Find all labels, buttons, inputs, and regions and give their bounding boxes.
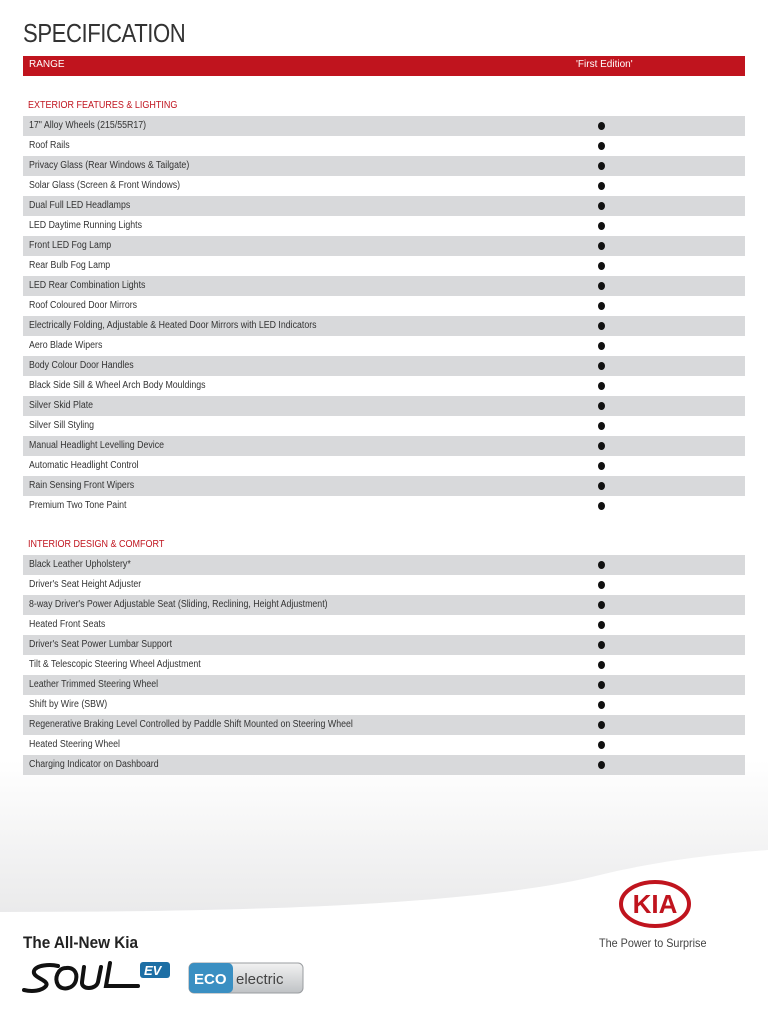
spec-row <box>23 176 745 196</box>
standard-feature-dot-icon <box>598 681 605 689</box>
standard-feature-dot-icon <box>598 122 605 130</box>
spec-row <box>23 116 745 136</box>
standard-feature-dot-icon <box>598 282 605 290</box>
edition-column-label: 'First Edition' <box>576 59 633 70</box>
standard-feature-dot-icon <box>598 322 605 330</box>
spec-row <box>23 456 745 476</box>
spec-row <box>23 276 745 296</box>
spec-row <box>23 436 745 456</box>
spec-row <box>23 735 745 755</box>
standard-feature-dot-icon <box>598 342 605 350</box>
standard-feature-dot-icon <box>598 462 605 470</box>
kia-brand-logo <box>619 880 691 928</box>
spec-row <box>23 476 745 496</box>
standard-feature-dot-icon <box>598 242 605 250</box>
spec-row-name: Automatic Headlight Control <box>29 460 139 471</box>
svg-text:ECO: ECO <box>194 971 227 988</box>
spec-row <box>23 695 745 715</box>
section-heading-interior: INTERIOR DESIGN & COMFORT <box>28 539 165 550</box>
standard-feature-dot-icon <box>598 701 605 709</box>
standard-feature-dot-icon <box>598 202 605 210</box>
spec-row-name: Silver Sill Styling <box>29 420 95 431</box>
spec-row-name: Heated Front Seats <box>29 619 106 630</box>
spec-row <box>23 715 745 735</box>
standard-feature-dot-icon <box>598 442 605 450</box>
spec-row-name: Charging Indicator on Dashboard <box>29 759 159 770</box>
standard-feature-dot-icon <box>598 741 605 749</box>
soul-ev-logo <box>22 958 174 994</box>
svg-text:electric: electric <box>236 971 284 988</box>
standard-feature-dot-icon <box>598 302 605 310</box>
spec-row-name: Roof Rails <box>29 140 70 151</box>
footer-tagline: The All-New Kia <box>23 933 139 952</box>
brand-slogan: The Power to Surprise <box>599 936 707 950</box>
spec-row-name: Silver Skid Plate <box>29 400 94 411</box>
spec-row <box>23 635 745 655</box>
standard-feature-dot-icon <box>598 502 605 510</box>
spec-row <box>23 336 745 356</box>
spec-row-name: Heated Steering Wheel <box>29 739 120 750</box>
standard-feature-dot-icon <box>598 661 605 669</box>
spec-row-name: 17" Alloy Wheels (215/55R17) <box>29 120 147 131</box>
spec-row-name: Manual Headlight Levelling Device <box>29 440 165 451</box>
spec-row-name: Aero Blade Wipers <box>29 340 103 351</box>
spec-row <box>23 356 745 376</box>
spec-row <box>23 575 745 595</box>
spec-row-name: Electrically Folding, Adjustable & Heated Door Mirrors with LED Indicators <box>29 320 317 331</box>
spec-row-name: Black Side Sill & Wheel Arch Body Mouldings <box>29 380 206 391</box>
spec-row-name: Driver's Seat Height Adjuster <box>29 579 142 590</box>
eco-electric-badge <box>188 962 304 994</box>
spec-row-name: Front LED Fog Lamp <box>29 240 112 251</box>
spec-row-name: Roof Coloured Door Mirrors <box>29 300 138 311</box>
spec-row <box>23 555 745 575</box>
spec-row-name: Rear Bulb Fog Lamp <box>29 260 111 271</box>
spec-row-name: Driver's Seat Power Lumbar Support <box>29 639 173 650</box>
spec-row <box>23 496 745 516</box>
spec-row <box>23 236 745 256</box>
svg-text:KIA: KIA <box>632 889 678 919</box>
spec-row <box>23 156 745 176</box>
svg-text:EV: EV <box>144 963 162 978</box>
standard-feature-dot-icon <box>598 482 605 490</box>
interior-feature-list <box>23 555 745 775</box>
standard-feature-dot-icon <box>598 362 605 370</box>
standard-feature-dot-icon <box>598 761 605 769</box>
spec-row <box>23 196 745 216</box>
spec-row-name: Black Leather Upholstery* <box>29 559 131 570</box>
range-header-bar <box>23 56 745 76</box>
spec-row-name: Tilt & Telescopic Steering Wheel Adjustment <box>29 659 201 670</box>
standard-feature-dot-icon <box>598 621 605 629</box>
spec-row <box>23 655 745 675</box>
spec-row-name: Shift by Wire (SBW) <box>29 699 108 710</box>
standard-feature-dot-icon <box>598 382 605 390</box>
section-heading-exterior: EXTERIOR FEATURES & LIGHTING <box>28 100 178 111</box>
exterior-feature-list <box>23 116 745 516</box>
range-label: RANGE <box>29 59 65 70</box>
standard-feature-dot-icon <box>598 581 605 589</box>
spec-row <box>23 136 745 156</box>
standard-feature-dot-icon <box>598 262 605 270</box>
spec-row-name: LED Daytime Running Lights <box>29 220 142 231</box>
spec-row <box>23 316 745 336</box>
spec-row-name: LED Rear Combination Lights <box>29 280 146 291</box>
standard-feature-dot-icon <box>598 721 605 729</box>
spec-row <box>23 256 745 276</box>
standard-feature-dot-icon <box>598 222 605 230</box>
spec-row <box>23 416 745 436</box>
spec-row-name: Privacy Glass (Rear Windows & Tailgate) <box>29 160 190 171</box>
spec-row <box>23 396 745 416</box>
spec-row-name: 8-way Driver's Power Adjustable Seat (Sliding, Reclining, Height Adjustment) <box>29 599 328 610</box>
spec-row <box>23 755 745 775</box>
standard-feature-dot-icon <box>598 422 605 430</box>
spec-row <box>23 296 745 316</box>
spec-row <box>23 216 745 236</box>
standard-feature-dot-icon <box>598 641 605 649</box>
spec-row-name: Solar Glass (Screen & Front Windows) <box>29 180 181 191</box>
standard-feature-dot-icon <box>598 561 605 569</box>
spec-row-name: Premium Two Tone Paint <box>29 500 127 511</box>
spec-row-name: Leather Trimmed Steering Wheel <box>29 679 159 690</box>
standard-feature-dot-icon <box>598 402 605 410</box>
page-title: SPECIFICATION <box>23 18 186 48</box>
standard-feature-dot-icon <box>598 162 605 170</box>
standard-feature-dot-icon <box>598 142 605 150</box>
spec-row <box>23 376 745 396</box>
spec-row <box>23 675 745 695</box>
spec-row-name: Dual Full LED Headlamps <box>29 200 131 211</box>
standard-feature-dot-icon <box>598 601 605 609</box>
spec-row-name: Regenerative Braking Level Controlled by Paddle Shift Mounted on Steering Wheel <box>29 719 353 730</box>
standard-feature-dot-icon <box>598 182 605 190</box>
spec-row <box>23 615 745 635</box>
spec-row-name: Body Colour Door Handles <box>29 360 134 371</box>
spec-row-name: Rain Sensing Front Wipers <box>29 480 135 491</box>
spec-row <box>23 595 745 615</box>
